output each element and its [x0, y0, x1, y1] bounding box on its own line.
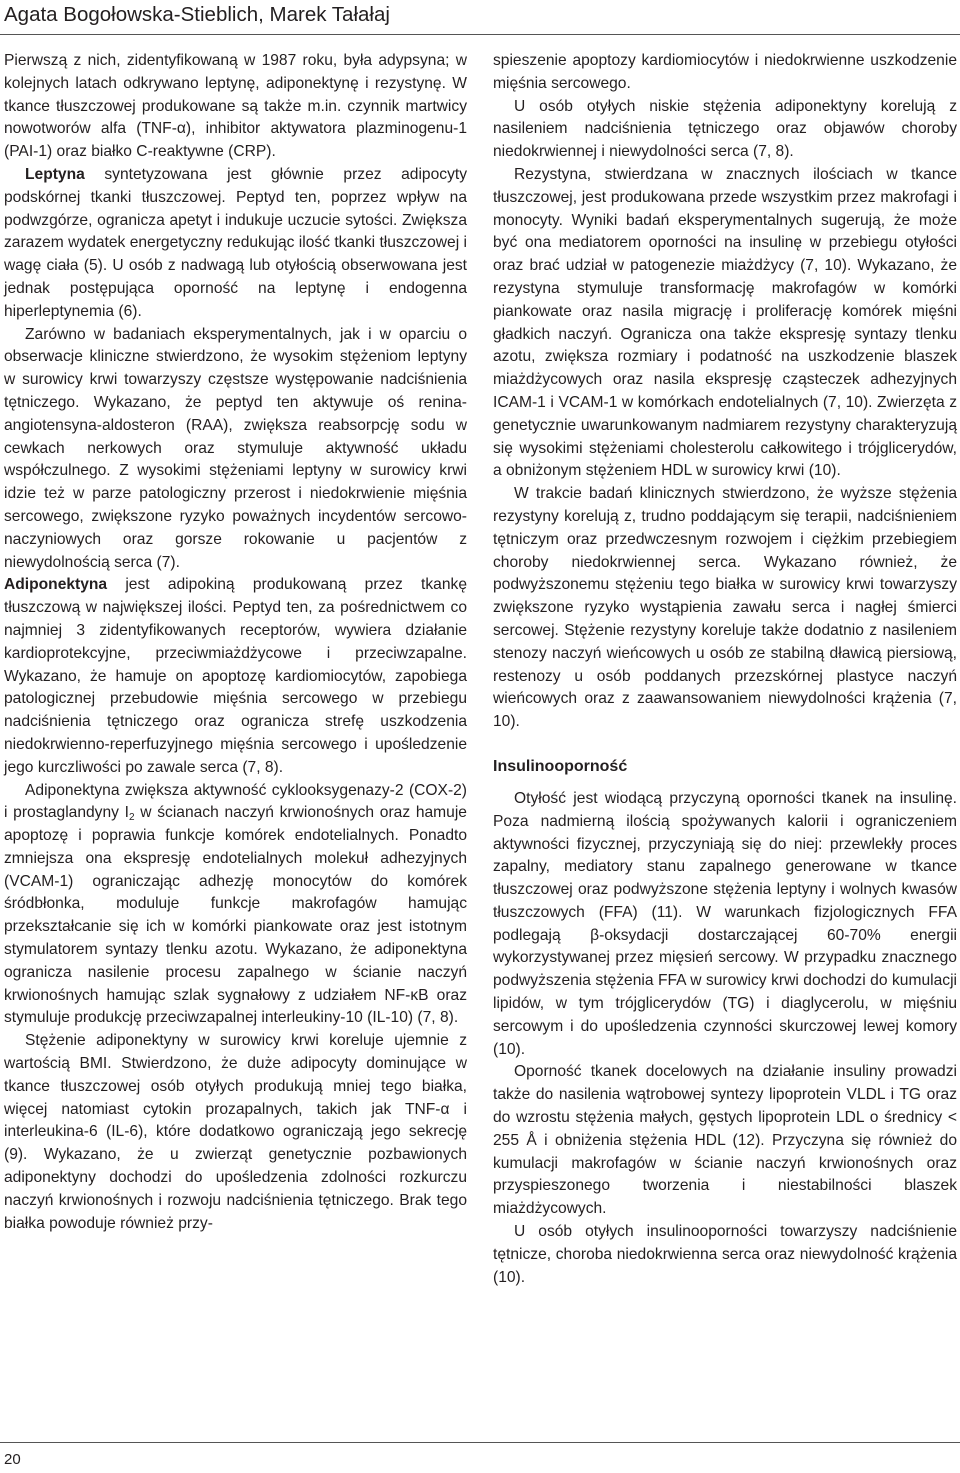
- page-number: 20: [4, 1451, 21, 1468]
- paragraph: W trakcie badań klinicznych stwierdzono, że wyższe stężenia rezystyny korelują z, trudno poddającym się terapii, nadciśnieniem tętniczym oraz przedwczesnym rozwojem i ciężkim przebiegiem choroby niedokrwiennej serca. Wykazano również, że podwyższonemu stężeniu tego białka w surowicy krwi towarzyszy zwiększone ryzyko wystąpienia zawału serca i nagłej śmierci sercowej. Stężenie rezystyny koreluje także dodatnio z nasileniem stenozy naczyń wieńcowych u osób ze stabilną dławicą piersiową, restenozy u osób poddanych przezskórnej plastyce naczyń wieńcowych oraz z zaawansowaniem niewydolności krążenia (7, 10).: [493, 485, 957, 731]
- paragraph: U osób otyłych niskie stężenia adiponektyny korelują z nasileniem nadciśnienia tętniczego oraz objawów choroby niedokrwiennej i niewydolności serca (7, 8).: [493, 97, 957, 161]
- paragraph: Pierwszą z nich, zidentyfikowaną w 1987 roku, była adypsyna; w kolejnych latach odkrywano leptynę, adiponektynę i rezystynę. W tkance tłuszczowej produkowane są także m.in. czynnik martwicy nowotworów alfa (TNF-α), inhibitor aktywatora plazminogenu-1 (PAI-1) oraz białko C-reaktywne (CRP).: [4, 52, 467, 161]
- section-heading-insulinoopornosc: Insulinooporność: [493, 757, 628, 775]
- paragraph-text: syntetyzowana jest głównie przez adipocyty podskórnej tkanki tłuszczowej. Peptyd ten, poprzez wpływ na podwzgórze, ogranicza apetyt i indukuje uczucie sytości. Zwiększa zarazem wydatek energetyczny redukując ilość tkanki tłuszczowej i wagę ciała (5). U osób z nadwagą lub otyłością obserwowana jest jednak postępująca oporność na leptynę i endogenna hiperleptynemia (6).: [4, 165, 467, 320]
- paragraph-leptyna: [4, 164, 467, 324]
- paragraph: spieszenie apoptozy kardiomiocytów i niedokrwienne uszkodzenie mięśnia sercowego.: [493, 52, 957, 92]
- paragraph-text: w ścianach naczyń krwionośnych oraz hamuje apoptozę i poprawia funkcje komórek endotelialnych. Ponadto zmniejsza ona ekspresję endotelialnych molekuł adhezyjnych (VCAM-1) ograniczając adhezję monocytów do komórek śródbłonka, moduluje funkcje makrofagów hamując przekształcanie się ich w komórki piankowate oraz jest istotnym stymulatorem syntazy tlenku azotu. Wykazano, że adiponektyna ogranicza nasilenie procesu zapalnego w ścianie naczyń krwionośnych hamując szlak sygnałowy z udziałem NF-κB oraz stymuluje produkcję przeciwzapalnej interleukiny-10 (IL-10) (7, 8).: [4, 804, 467, 1027]
- footer-divider: [0, 1442, 960, 1443]
- left-column: [4, 50, 467, 1235]
- paragraph-cox2: [4, 780, 467, 1031]
- paragraph-text: Adiponektyna zwiększa aktywność cyklooksygenazy-2 (COX-2) i prostaglandyny I: [4, 781, 467, 822]
- paragraph: Otyłość jest wiodącą przyczyną oporności tkanek na insulinę. Poza nadmierną ilością spożywanych kalorii i ograniczeniem aktywności fizycznej, przyczyniają się do niej: przewlekły proces zapalny, mediatory stanu zapalnego generowane w tkance tłuszczowej oraz podwyższone stężenia leptyny i wolnych kwasów tłuszczowych (FFA) (11). W warunkach fizjologicznych FFA podlegają β-oksydacji dostarczającej 60-70% energii wykorzystywanej przez mięsień sercowy. W przypadku znacznego podwyższenia stężenia FFA w surowicy krwi dochodzi do kumulacji lipidów, w tym trójglicerydów (TG) i diaglycerolu, w mięśniu sercowym i do upośledzenia czynności skurczowej lewej komory (10).: [493, 789, 957, 1058]
- paragraph-text: jest adipokiną produkowaną przez tkankę tłuszczową w największej ilości. Peptyd ten, za pośrednictwem co najmniej 3 zidentyfikowanych receptorów, wywiera działanie kardioprotekcyjne, przeciwmiażdżycowe i przeciwzapalne. Wykazano, że hamuje on apoptozę kardiomiocytów, zapobiega patologicznej przebudowie mięśnia sercowego w przebiegu nadciśnienia tętniczego oraz ogranicza strefę uszkodzenia niedokrwienno-reperfuzyjnego mięśnia sercowego i upośledzenie jego kurczliwości po zawale serca (7, 8).: [4, 576, 467, 776]
- header-divider: [0, 34, 960, 35]
- paragraph-adiponektyna: [4, 574, 467, 779]
- paragraph: U osób otyłych insulinooporności towarzyszy nadciśnienie tętnicze, choroba niedokrwienna serca oraz niewydolność krążenia (10).: [493, 1223, 957, 1286]
- subscript: 2: [128, 812, 135, 824]
- paragraph: Zarówno w badaniach eksperymentalnych, jak i w oparciu o obserwacje kliniczne stwierdzono, że wysokim stężeniom leptyny w surowicy krwi towarzyszy częstsze występowanie nadciśnienia tętniczego. Wykazano, że peptyd ten aktywuje oś renina-angiotensyna-aldosteron (RAA), zwiększa reabsorpcję sodu w cewkach nerkowych oraz stymuluje aktywność układu współczulnego. Z wysokimi stężeniami leptyny w surowicy krwi idzie też w parze patologiczny przerost i niedokrwienie mięśnia sercowego, zwiększone ryzyko poważnych incydentów sercowo-naczyniowych oraz gorsze rokowanie u pacjentów z niewydolnością serca (7).: [4, 325, 467, 571]
- term-leptyna: Leptyna: [25, 165, 85, 183]
- paragraph: Oporność tkanek docelowych na działanie insuliny prowadzi także do nasilenia wątrobowej syntezy lipoprotein VLDL i TG oraz do wzrostu stężenia małych, gęstych lipoprotein LDL o średnicy < 255 Å i obniżenia stężenia HDL (12). Przyczyna się również do kumulacji makrofagów w ścianie naczyń krwionośnych oraz przyspieszonego tworzenia i niestabilności blaszek miażdżycowych.: [493, 1063, 957, 1218]
- paragraph: Stężenie adiponektyny w surowicy krwi koreluje ujemnie z wartością BMI. Stwierdzono, że duże adipocyty dominujące w tkance tłuszczowej osób otyłych produkują mniej tego białka, więcej natomiast cytokin prozapalnych, takich jak TNF-α i interleukina-6 (IL-6), które dodatkowo ograniczają jego sekrecję (9). Wykazano, że u zwierząt genetycznie pozbawionych adiponektyny dochodzi do upośledzenia zdolności rozkurczu naczyń krwionośnych i rozwoju nadciśnienia tętniczego. Brak tego białka powoduje również przy-: [4, 1032, 467, 1232]
- running-header-authors: Agata Bogołowska-Stieblich, Marek Tałałaj: [4, 3, 390, 26]
- term-adiponektyna: Adiponektyna: [4, 576, 108, 594]
- paragraph-rezystyna: Rezystyna, stwierdzana w znacznych ilościach w tkance tłuszczowej, jest produkowana przede wszystkim przez makrofagi i monocyty. Wyniki badań eksperymentalnych sugerują, że może być ona mediatorem oporności na insulinę w przebiegu otyłości oraz brać udział w patogenezie miażdżycy (7, 10). Wykazano, że rezystyna stymuluje transformację makrofagów w komórki piankowate oraz nasila migrację i proliferację komórek mięśni gładkich naczyń. Ogranicza ona także ekspresję syntazy tlenku azotu, zwiększa rozmiary i podatność na uszkodzenie blaszek miażdżycowych oraz nasila ekspresję cząsteczek adhezyjnych ICAM-1 i VCAM-1 w komórkach endotelialnych (7, 10). Zwierzęta z genetycznie uwarunkowanym nadmiarem rezystyny charakteryzują się wysokimi stężeniami cholesterolu całkowitego i trójglicerydów, a obniżonym stężeniem HDL w surowicy krwi (10).: [493, 165, 957, 480]
- right-column: [493, 50, 957, 1289]
